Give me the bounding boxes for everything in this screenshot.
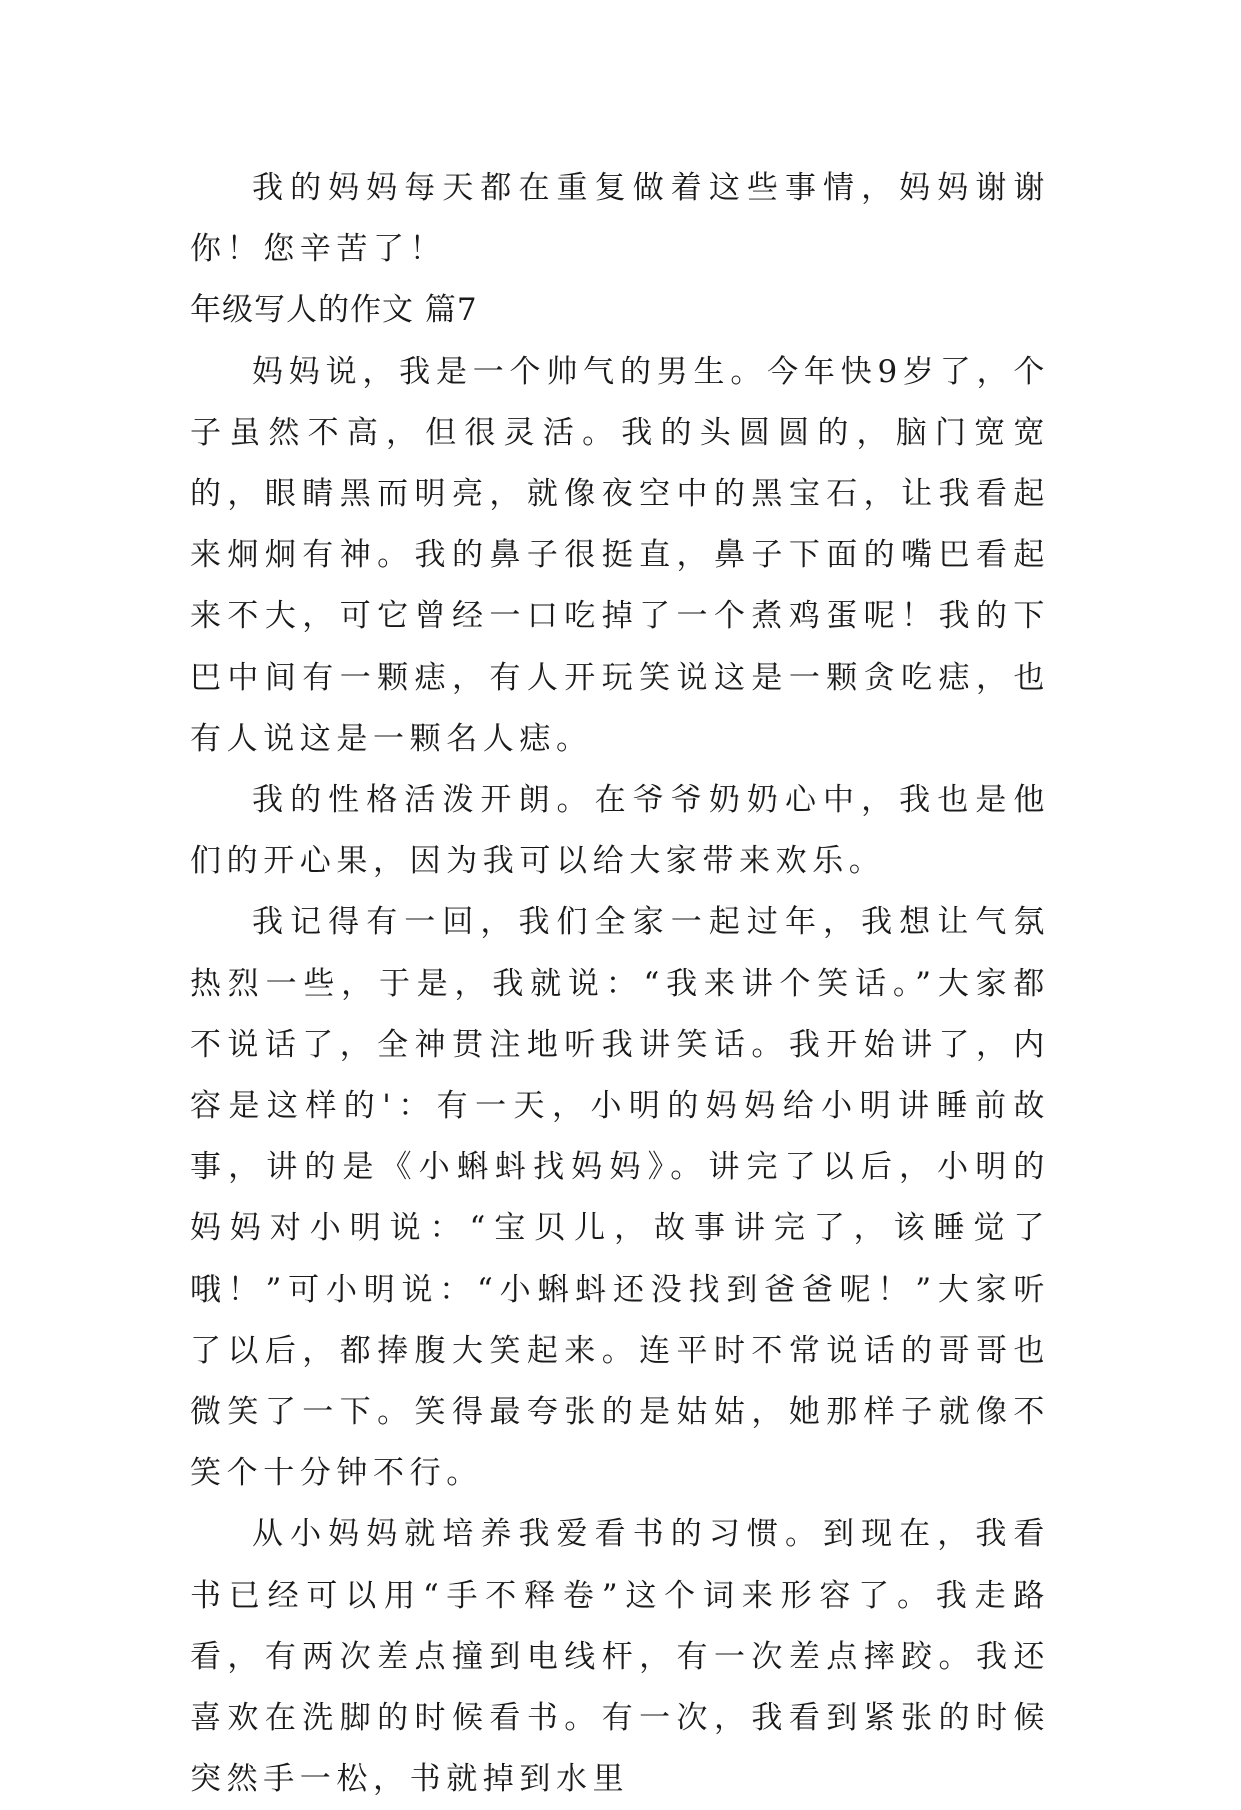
paragraph-appearance: 妈妈说，我是一个帅气的男生。今年快9岁了，个子虽然不高，但很灵活。我的头圆圆的，脑门宽宽的，眼睛黑而明亮，就像夜空中的黑宝石，让我看起来炯炯有神。我的鼻子很挺直，鼻子下面的嘴巴看起来不大，可它曾经一口吃掉了一个煮鸡蛋呢！我的下巴中间有一颗痣，有人开玩笑说这是一颗贪吃痣，也有人说这是一颗名人痣。 (190, 353, 1050, 757)
paragraph-closing-previous: 我的妈妈每天都在重复做着这些事情，妈妈谢谢你！您辛苦了！ (190, 170, 1050, 268)
paragraph-joke-story: 我记得有一回，我们全家一起过年，我想让气氛热烈一些，于是，我就说：“我来讲个笑话。”大家都不说话了，全神贯注地听我讲笑话。我开始讲了，内容是这样的'：有一天，小明的妈妈给小明讲睡前故事，讲的是《小蝌蚪找妈妈》。讲完了以后，小明的妈妈对小明说：“宝贝儿，故事讲完了，该睡觉了哦！”可小明说：“小蝌蚪还没找到爸爸呢！”大家听了以后，都捧腹大笑起来。连平时不常说话的哥哥也微笑了一下。笑得最夸张的是姑姑，她那样子就像不笑个十分钟不行。 (190, 904, 1050, 1492)
paragraph-reading-habit: 从小妈妈就培养我爱看书的习惯。到现在，我看书已经可以用“手不释卷”这个词来形容了。我走路看，有两次差点撞到电线杆，有一次差点摔跤。我还喜欢在洗脚的时候看书。有一次，我看到紧张的时候突然手一松，书就掉到水里 (190, 1516, 1050, 1798)
section-heading: 年级写人的作文 篇7 (190, 292, 478, 329)
document-body (190, 158, 1050, 1810)
paragraph-personality: 我的性格活泼开朗。在爷爷奶奶心中，我也是他们的开心果，因为我可以给大家带来欢乐。 (190, 782, 1050, 880)
